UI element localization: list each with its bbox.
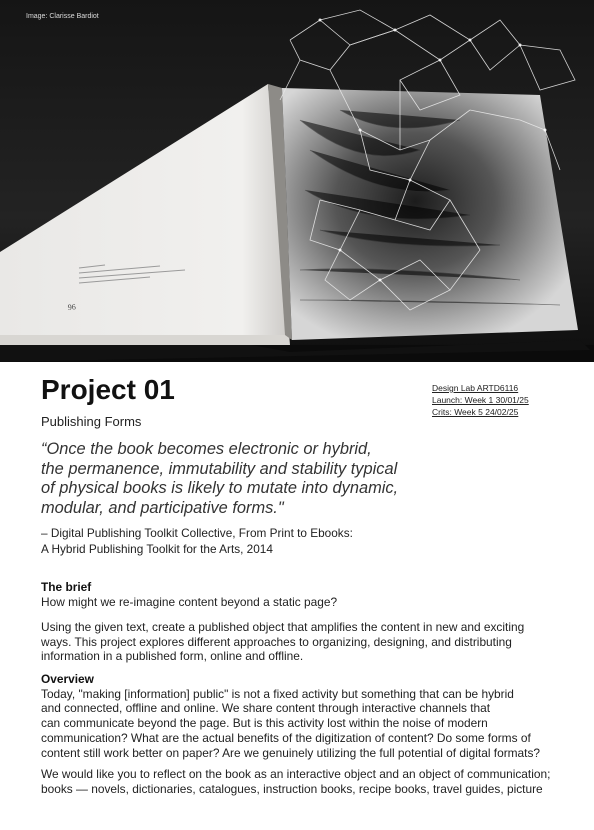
overview-paragraph-2 <box>41 767 561 796</box>
quote-line: of physical books is likely to mutate into dynamic, <box>41 479 399 497</box>
citation-line: A Hybrid Publishing Toolkit for the Arts, 2014 <box>41 541 273 556</box>
citation-line: – Digital Publishing Toolkit Collective, From Print to Ebooks: <box>41 526 353 540</box>
paragraph-line: and connected, offline and online. We share content through interactive channels that <box>41 701 491 716</box>
page-subtitle: Publishing Forms <box>41 414 142 429</box>
launch-date-link[interactable]: Launch: Week 1 30/01/25 <box>432 395 529 405</box>
brief-heading: The brief <box>41 580 92 594</box>
pull-quote <box>41 440 401 518</box>
overview-section <box>41 672 561 760</box>
hero-image <box>0 0 594 362</box>
overview-heading: Overview <box>41 672 94 686</box>
quote-line: modular, and participative forms." <box>41 498 284 517</box>
paragraph-line: can communicate beyond the page. But is this activity lost within the noise of modern <box>41 716 488 731</box>
paragraph-line: content still work better on paper? Are we genuinely utilizing the full potential of digital formats? <box>41 745 541 760</box>
brief-question: How might we re-imagine content beyond a static page? <box>41 594 338 609</box>
course-code-link[interactable]: Design Lab ARTD6116 <box>432 383 519 393</box>
paragraph-line: information in a published form, online and offline. <box>41 649 304 664</box>
paragraph-line: ways. This project explores different approaches to organizing, designing, and distributing <box>41 634 512 649</box>
page-number: 96 <box>67 302 77 312</box>
quote-line: “Once the book becomes electronic or hybrid, <box>41 440 372 458</box>
crits-date-link[interactable]: Crits: Week 5 24/02/25 <box>432 407 519 417</box>
paragraph-line: Using the given text, create a published object that amplifies the content in new and exciting <box>41 620 525 634</box>
brief-section <box>41 580 561 609</box>
quote-line: the permanence, immutability and stability typical <box>41 459 398 478</box>
course-meta-links <box>432 382 582 418</box>
paragraph-line: communication? What are the actual benefits of the digitization of content? Do some forms of <box>41 730 531 745</box>
quote-citation <box>41 526 461 557</box>
open-book-illustration <box>0 0 594 362</box>
image-credit: Image: Clarisse Bardiot <box>26 13 99 20</box>
page-title: Project 01 <box>41 374 175 405</box>
paragraph-line: books — novels, dictionaries, catalogues, instruction books, recipe books, travel guides, picture <box>41 781 543 796</box>
brief-paragraph <box>41 620 561 664</box>
paragraph-line: We would like you to reflect on the book as an interactive object and an object of communication; <box>41 767 551 781</box>
paragraph-line: Today, "making [information] public" is not a fixed activity but something that can be hybrid <box>41 686 514 701</box>
